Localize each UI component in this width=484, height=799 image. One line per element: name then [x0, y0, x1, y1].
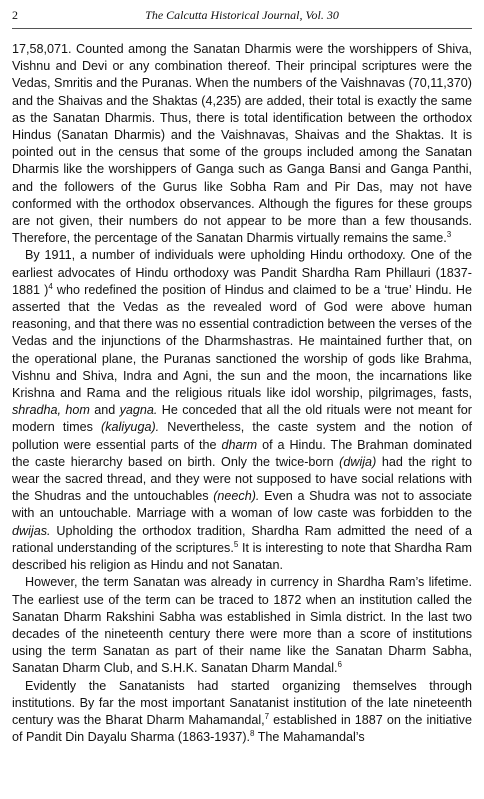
text-run: had the right to wear the sacred thread, and they were not supposed to have social relations with the Shudras and the untouchables: [12, 454, 472, 504]
text-run: 17,58,071. Counted among the Sanatan Dharmis were the worshippers of Shiva, Vishnu and Devi or any combination thereof. Their principal scriptures were the Vedas, Smritis and the Puranas. When the numbers of the Vaishnavas (70,11,370) and the Shaivas and the Shaktas (4,235) are added, their total is exactly the same as the Sanatan Dharmis. Thus, there is total identification between the orthodox Hindus (Sanatan Dharmis) and the Vaishnavas, Shaivas and the Shaktas. It is pointed out in the census that some of the groups included among the Sanatan Dharmis like the worshippers of Ganga such as Ganga Bansi and Ganga Panthi, and the followers of the Gurus like Sobha Ram and Pir Das, may not have conformed with the orthodox observances. Although the figures for these groups are not given, their numbers do not appear to be more than a few thousands. Therefore, the percentage of the Sanatan Dharmis virtually remains the same.: [12, 42, 472, 246]
text-run: Nevertheless, the caste system and the notion of pollution were essential parts of the: [12, 420, 472, 452]
italic-term: (dwija): [339, 454, 377, 469]
text-run: Upholding the orthodox tradition, Shardha Ram admitted the need of a rational understanding of the scriptures.: [12, 523, 472, 555]
page-number: 2: [12, 8, 18, 22]
footnote-ref: 3: [446, 230, 452, 240]
italic-term: yagna.: [119, 403, 158, 418]
footnote-ref: 7: [264, 711, 270, 721]
body-text: [12, 41, 472, 746]
paragraph-2: [12, 247, 472, 574]
text-run: By 1911, a number of individuals were upholding Hindu orthodoxy. One of the earliest advocates of Hindu orthodoxy was Pandit Shardha Ram Phillauri (1837-1881 ): [12, 248, 472, 297]
italic-term: dharm: [221, 437, 258, 452]
italic-term: (neech).: [213, 489, 260, 504]
text-run: Evidently the Sanatanists had started organizing themselves through institutions. By far the most important Sanatanist institution of the late nineteenth century was the Bharat Dharm Mahamandal,: [12, 678, 472, 727]
italic-term: shradha, hom: [12, 403, 90, 418]
footnote-ref: 4: [48, 281, 53, 291]
paragraph-3: [12, 574, 472, 677]
footnote-ref: 6: [337, 660, 342, 670]
text-run: and: [89, 403, 120, 418]
text-run: established in 1887 on the initiative of Pandit Din Dayalu Sharma (1863-1937).: [12, 712, 472, 745]
italic-term: (kaliyuga).: [101, 420, 160, 435]
page-header: [12, 6, 472, 29]
paragraph-1: [12, 41, 472, 247]
paragraph-4: [12, 678, 472, 747]
text-run: of a Hindu. The Brahman dominated the caste hierarchy based on birth. Only the twice-born: [12, 437, 473, 469]
text-run: Even a Shudra was not to associate with an untouchable. Marriage with a woman of low caste was forbidden to the: [12, 489, 473, 521]
text-run: He conceded that all the old rituals were not meant for modern times: [12, 403, 472, 435]
text-run: The Mahamandal’s: [254, 730, 365, 745]
italic-term: dwijas.: [12, 523, 51, 538]
text-run: However, the term Sanatan was already in currency in Shardha Ram’s lifetime. The earliest use of the term can be traced to 1872 when an institution called the Sanatan Dharm Rakshini Sabha was established in Simla district. In the last two decades of the nineteenth century there were more than a score of institutions using the term Sanatan as part of their name like the Sanatan Dharm Sabha, Sanatan Dharm Club, and S.H.K. Sanatan Dharm Mandal.: [12, 575, 472, 676]
text-run: who redefined the position of Hindus and claimed to be a ‘true’ Hindu. He asserted that the Vedas as the revealed word of God were above human reasoning, and that there was no essential contradiction between the verses of the Vedas and the injunctions of the Dharmshastras. He maintained further that, on the operational plane, the Puranas sanctioned the worship of gods like Brahma, Vishnu and Shiva, Indra and Agni, the sun and the moon, the incarnations like Krishna and Rama and the religious rituals like idol worship, pilgrimages, fasts,: [12, 282, 472, 401]
footnote-ref: 8: [250, 728, 255, 738]
text-run: It is interesting to note that Shardha Ram described his religion as Hindu and not Sanatan.: [12, 540, 472, 573]
footnote-ref: 5: [233, 539, 239, 549]
running-head: The Calcutta Historical Journal, Vol. 30: [145, 8, 339, 22]
